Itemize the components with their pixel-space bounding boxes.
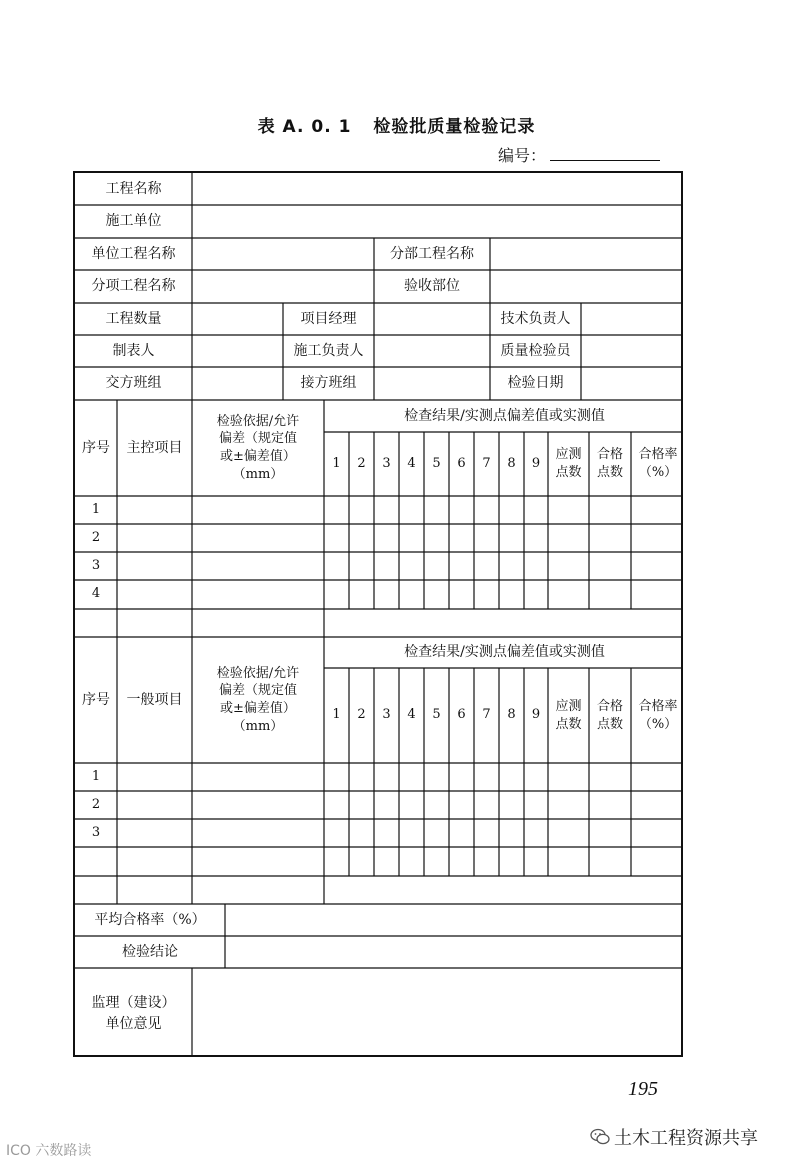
serial-number-field [498, 143, 660, 166]
point-column-header: 8 [507, 707, 516, 723]
general-should-measure-header: 应测 点数 [555, 698, 582, 732]
label-quantity: 工程数量 [105, 310, 162, 327]
label-project-manager: 项目经理 [300, 310, 357, 327]
label-subitem-project-name: 分项工程名称 [91, 278, 176, 295]
watermark-right [590, 1124, 758, 1150]
serial-blank[interactable] [550, 146, 660, 161]
wechat-icon [590, 1128, 610, 1146]
serial-label: 编号： [498, 146, 547, 165]
main-row-number: 4 [91, 586, 101, 602]
label-average-rate: 平均合格率（%） [94, 911, 206, 928]
main-row-number: 2 [91, 529, 101, 545]
point-column-header: 9 [531, 707, 541, 723]
main-qualified-rate-header: 合格率 （%） [638, 447, 678, 480]
main-seq-header: 序号 [82, 439, 110, 456]
label-technical-lead: 技术负责人 [500, 310, 571, 327]
label-acceptance-part: 验收部位 [404, 278, 460, 295]
main-item-header: 主控项目 [126, 439, 183, 456]
point-column-header: 3 [382, 707, 391, 723]
label-conclusion: 检验结论 [122, 943, 178, 960]
label-receiving-team: 接方班组 [300, 375, 357, 392]
point-column-header: 1 [332, 707, 341, 723]
general-basis-header: 检验依据/允许 偏差（规定值 或±偏差值） （mm） [216, 665, 300, 734]
general-results-header: 检查结果/实测点偏差值或实测值 [404, 644, 605, 661]
watermark-left: ICO 六数路读 [6, 1143, 92, 1159]
form-number: 表 A. 0. 1 [257, 117, 352, 137]
label-construction-lead: 施工负责人 [293, 342, 364, 359]
point-column-header: 7 [482, 707, 491, 723]
point-column-header: 6 [457, 707, 466, 723]
page-number: 195 [628, 1078, 658, 1100]
point-column-header: 9 [531, 455, 541, 471]
point-column-header: 1 [332, 455, 341, 471]
label-tabulator: 制表人 [112, 342, 155, 359]
label-quality-inspector: 质量检验员 [500, 342, 571, 359]
main-row-number: 3 [91, 557, 101, 573]
label-project-name: 工程名称 [105, 180, 162, 197]
point-column-header: 4 [407, 707, 416, 723]
general-qualified-points-header: 合格 点数 [596, 698, 623, 732]
main-results-header: 检查结果/实测点偏差值或实测值 [404, 407, 605, 424]
point-column-header: 2 [357, 707, 366, 723]
inspection-record-table [73, 171, 683, 1057]
point-column-header: 5 [432, 707, 441, 723]
label-division-project-name: 分部工程名称 [390, 245, 474, 262]
general-seq-header: 序号 [82, 691, 110, 708]
label-unit-project-name: 单位工程名称 [91, 245, 176, 262]
point-column-header: 5 [432, 455, 441, 471]
general-row-number: 2 [91, 796, 101, 812]
point-column-header: 7 [482, 455, 491, 471]
point-column-header: 2 [357, 455, 366, 471]
general-item-header: 一般项目 [126, 691, 183, 708]
general-row-number: 3 [91, 824, 101, 840]
label-inspection-date: 检验日期 [507, 375, 564, 392]
point-column-header: 3 [382, 455, 391, 471]
main-row-number: 1 [91, 501, 101, 517]
main-basis-header: 检验依据/允许 偏差（规定值 或±偏差值） （mm） [216, 413, 300, 482]
main-should-measure-header: 应测 点数 [555, 447, 582, 480]
label-handover-team: 交方班组 [105, 375, 162, 392]
point-column-header: 4 [407, 455, 416, 471]
label-supervision-opinion: 监理（建设） 单位意见 [91, 995, 176, 1032]
general-row-number: 1 [91, 768, 101, 784]
label-construction-unit: 施工单位 [105, 213, 162, 230]
watermark-right-text: 土木工程资源共享 [614, 1128, 758, 1149]
main-qualified-points-header: 合格 点数 [596, 447, 623, 480]
form-title-text: 检验批质量检验记录 [373, 117, 536, 137]
general-qualified-rate-header: 合格率 （%） [638, 698, 678, 732]
point-column-header: 6 [457, 455, 466, 471]
form-title [0, 112, 793, 137]
point-column-header: 8 [507, 455, 516, 471]
